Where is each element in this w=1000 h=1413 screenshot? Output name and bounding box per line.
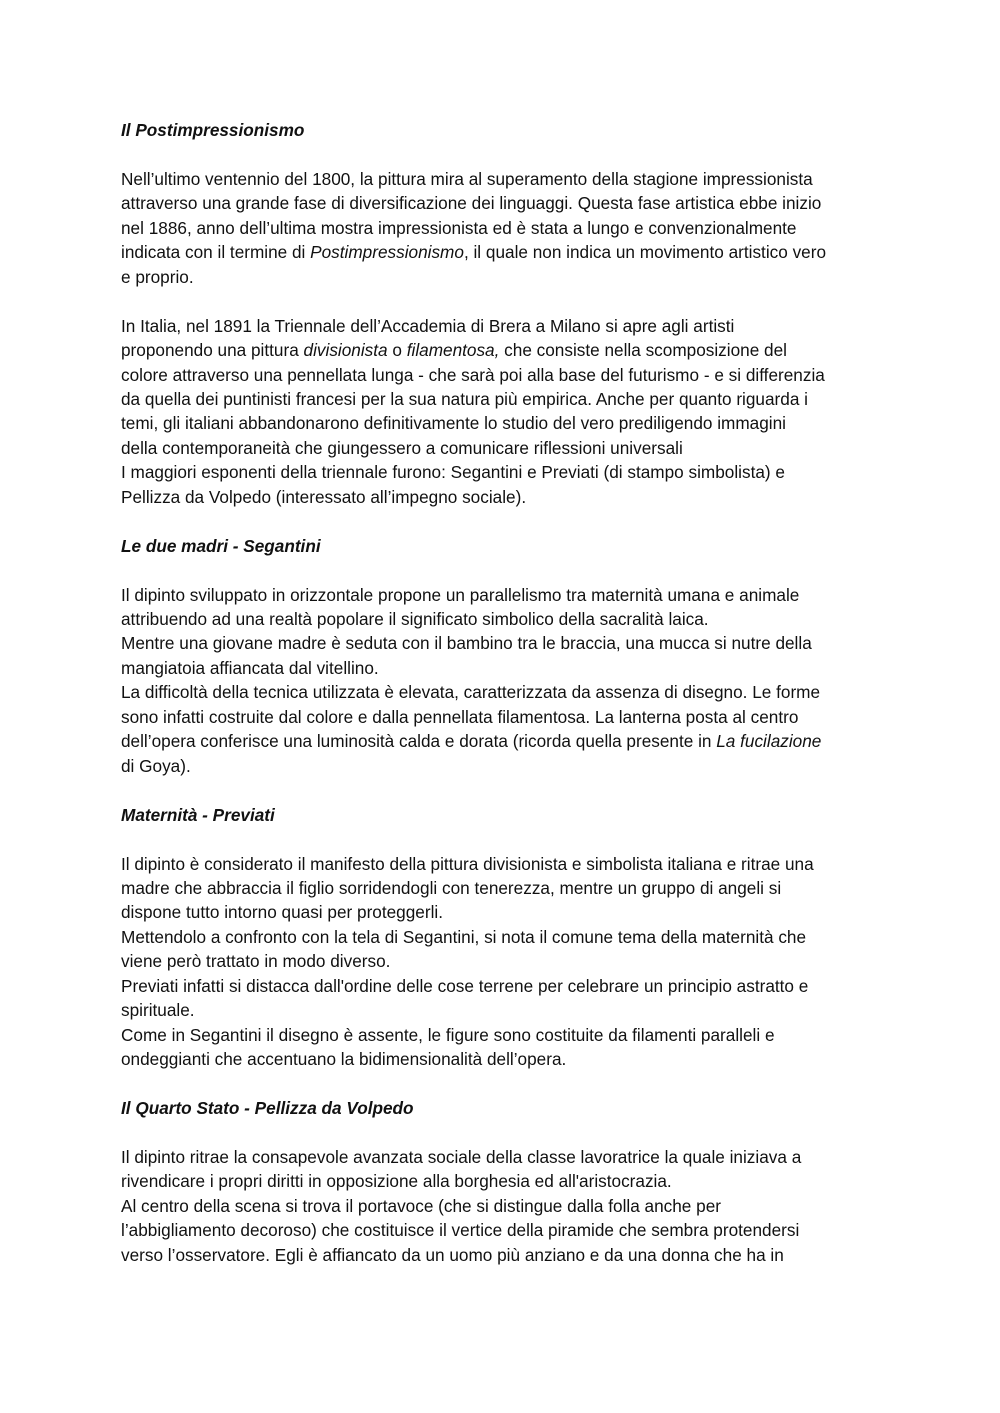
text-run: attraverso una grande fase di diversificazione dei linguaggi. Questa fase artistica ebbe inizio — [121, 193, 822, 214]
text-line — [121, 998, 891, 1022]
text-line — [121, 754, 891, 778]
text-line — [121, 240, 891, 264]
blank-line — [121, 778, 891, 802]
text-run: e proprio. — [121, 266, 194, 287]
text-line — [121, 583, 891, 607]
paragraph — [121, 583, 891, 779]
text-run: madre che abbraccia il figlio sorridendogli con tenerezza, mentre un gruppo di angeli si — [121, 877, 782, 898]
text-run: dispone tutto intorno quasi per proteggerli. — [121, 902, 443, 923]
section-heading: Il Postimpressionismo — [121, 120, 305, 140]
text-line — [121, 338, 891, 362]
italic-text: filamentosa, — [406, 340, 500, 361]
text-run: Mettendolo a confronto con la tela di Segantini, si nota il comune tema della maternità che — [121, 926, 807, 947]
text-run: l’abbigliamento decoroso) che costituisce il vertice della piramide che sembra protendersi — [121, 1220, 800, 1241]
section-heading: Le due madri - Segantini — [121, 535, 321, 556]
text-run: colore attraverso una pennellata lunga - che sarà poi alla base del futurismo - e si differenzia — [121, 364, 825, 385]
text-line — [121, 411, 891, 435]
paragraph — [121, 314, 891, 510]
document-page — [121, 118, 891, 1267]
text-run: In Italia, nel 1891 la Triennale dell’Accademia di Brera a Milano si apre agli artisti — [121, 315, 735, 336]
text-line — [121, 314, 891, 338]
text-line — [121, 949, 891, 973]
text-run: viene però trattato in modo diverso. — [121, 951, 391, 972]
text-line — [121, 1243, 891, 1267]
text-run: nel 1886, anno dell’ultima mostra impressionista ed è stata a lungo e convenzionalmente — [121, 217, 797, 238]
text-run: di Goya). — [121, 755, 191, 776]
document-section — [121, 118, 891, 534]
blank-line — [121, 1120, 891, 1144]
text-run: Nell’ultimo ventennio del 1800, la pittura mira al superamento della stagione impressionista — [121, 168, 813, 189]
text-run: temi, gli italiani abbandonarono definitivamente lo studio del vero prediligendo immagini — [121, 413, 786, 434]
italic-text: Postimpressionismo — [310, 242, 464, 263]
text-run: mangiatoia affiancata dal vitellino. — [121, 657, 379, 678]
text-run: Come in Segantini il disegno è assente, le figure sono costituite da filamenti paralleli e — [121, 1024, 775, 1045]
text-line — [121, 1023, 891, 1047]
text-line — [121, 1218, 891, 1242]
text-run: Il dipinto è considerato il manifesto della pittura divisionista e simbolista italiana e ritrae una — [121, 853, 814, 874]
text-line — [121, 265, 891, 289]
text-run: spirituale. — [121, 1000, 195, 1021]
italic-text: divisionista — [303, 340, 388, 361]
document-section — [121, 1096, 891, 1267]
text-run: Il dipinto sviluppato in orizzontale propone un parallelismo tra maternità umana e animale — [121, 584, 800, 605]
text-line — [121, 631, 891, 655]
text-run: verso l’osservatore. Egli è affiancato da un uomo più anziano e da una donna che ha in — [121, 1244, 784, 1265]
text-run: La difficoltà della tecnica utilizzata è elevata, caratterizzata da assenza di disegno. Le forme — [121, 682, 821, 703]
text-run: Previati infatti si distacca dall'ordine delle cose terrene per celebrare un principio astratto e — [121, 975, 809, 996]
text-run: , il quale non indica un movimento artistico vero — [463, 242, 827, 263]
blank-line — [121, 1072, 891, 1096]
paragraph — [121, 1145, 891, 1267]
text-run: da quella dei puntinisti francesi per la sua natura più empirica. Anche per quanto riguarda i — [121, 388, 808, 409]
section-heading: Il Quarto Stato - Pellizza da Volpedo — [121, 1098, 414, 1119]
text-run: ondeggianti che accentuano la bidimensionalità dell’opera. — [121, 1049, 567, 1070]
blank-line — [121, 289, 891, 313]
document-section — [121, 534, 891, 803]
text-run: o — [387, 340, 407, 361]
text-run: proponendo una pittura — [121, 340, 304, 361]
blank-line — [121, 509, 891, 533]
italic-text: La fucilazione — [716, 731, 822, 752]
text-line — [121, 852, 891, 876]
text-run: dell’opera conferisce una luminosità calda e dorata (ricorda quella presente in — [121, 731, 717, 752]
text-line — [121, 216, 891, 240]
text-line — [121, 974, 891, 998]
text-line — [121, 925, 891, 949]
text-line — [121, 460, 891, 484]
text-run: che consiste nella scomposizione del — [499, 340, 787, 361]
document-section — [121, 803, 891, 1096]
blank-line — [121, 827, 891, 851]
text-run: rivendicare i propri diritti in opposizione alla borghesia ed all'aristocrazia. — [121, 1171, 672, 1192]
text-line — [121, 607, 891, 631]
blank-line — [121, 558, 891, 582]
text-line — [121, 729, 891, 753]
text-line — [121, 485, 891, 509]
text-line — [121, 167, 891, 191]
text-line — [121, 680, 891, 704]
text-line — [121, 363, 891, 387]
paragraph — [121, 167, 891, 289]
text-run: I maggiori esponenti della triennale furono: Segantini e Previati (di stampo simbolista) e — [121, 462, 785, 483]
text-line — [121, 876, 891, 900]
text-run: Pellizza da Volpedo (interessato all’impegno sociale). — [121, 486, 527, 507]
text-run: sono infatti costruite dal colore e dalla pennellata filamentosa. La lanterna posta al centro — [121, 706, 799, 727]
text-line — [121, 387, 891, 411]
text-line — [121, 436, 891, 460]
paragraph — [121, 852, 891, 1072]
text-run: attribuendo ad una realtà popolare il significato simbolico della sacralità laica. — [121, 609, 709, 629]
text-line — [121, 705, 891, 729]
text-run: della contemporaneità che giungessero a comunicare riflessioni universali — [121, 437, 683, 458]
text-line — [121, 1145, 891, 1169]
text-line — [121, 1047, 891, 1071]
text-line — [121, 1194, 891, 1218]
text-run: indicata con il termine di — [121, 242, 311, 263]
blank-line — [121, 142, 891, 166]
text-line — [121, 191, 891, 215]
text-run: Al centro della scena si trova il portavoce (che si distingue dalla folla anche per — [121, 1195, 721, 1216]
text-line — [121, 656, 891, 680]
text-run: Mentre una giovane madre è seduta con il bambino tra le braccia, una mucca si nutre della — [121, 633, 812, 654]
text-line — [121, 900, 891, 924]
section-heading: Maternità - Previati — [121, 804, 275, 825]
text-line — [121, 1169, 891, 1193]
text-run: Il dipinto ritrae la consapevole avanzata sociale della classe lavoratrice la quale iniziava a — [121, 1146, 802, 1167]
